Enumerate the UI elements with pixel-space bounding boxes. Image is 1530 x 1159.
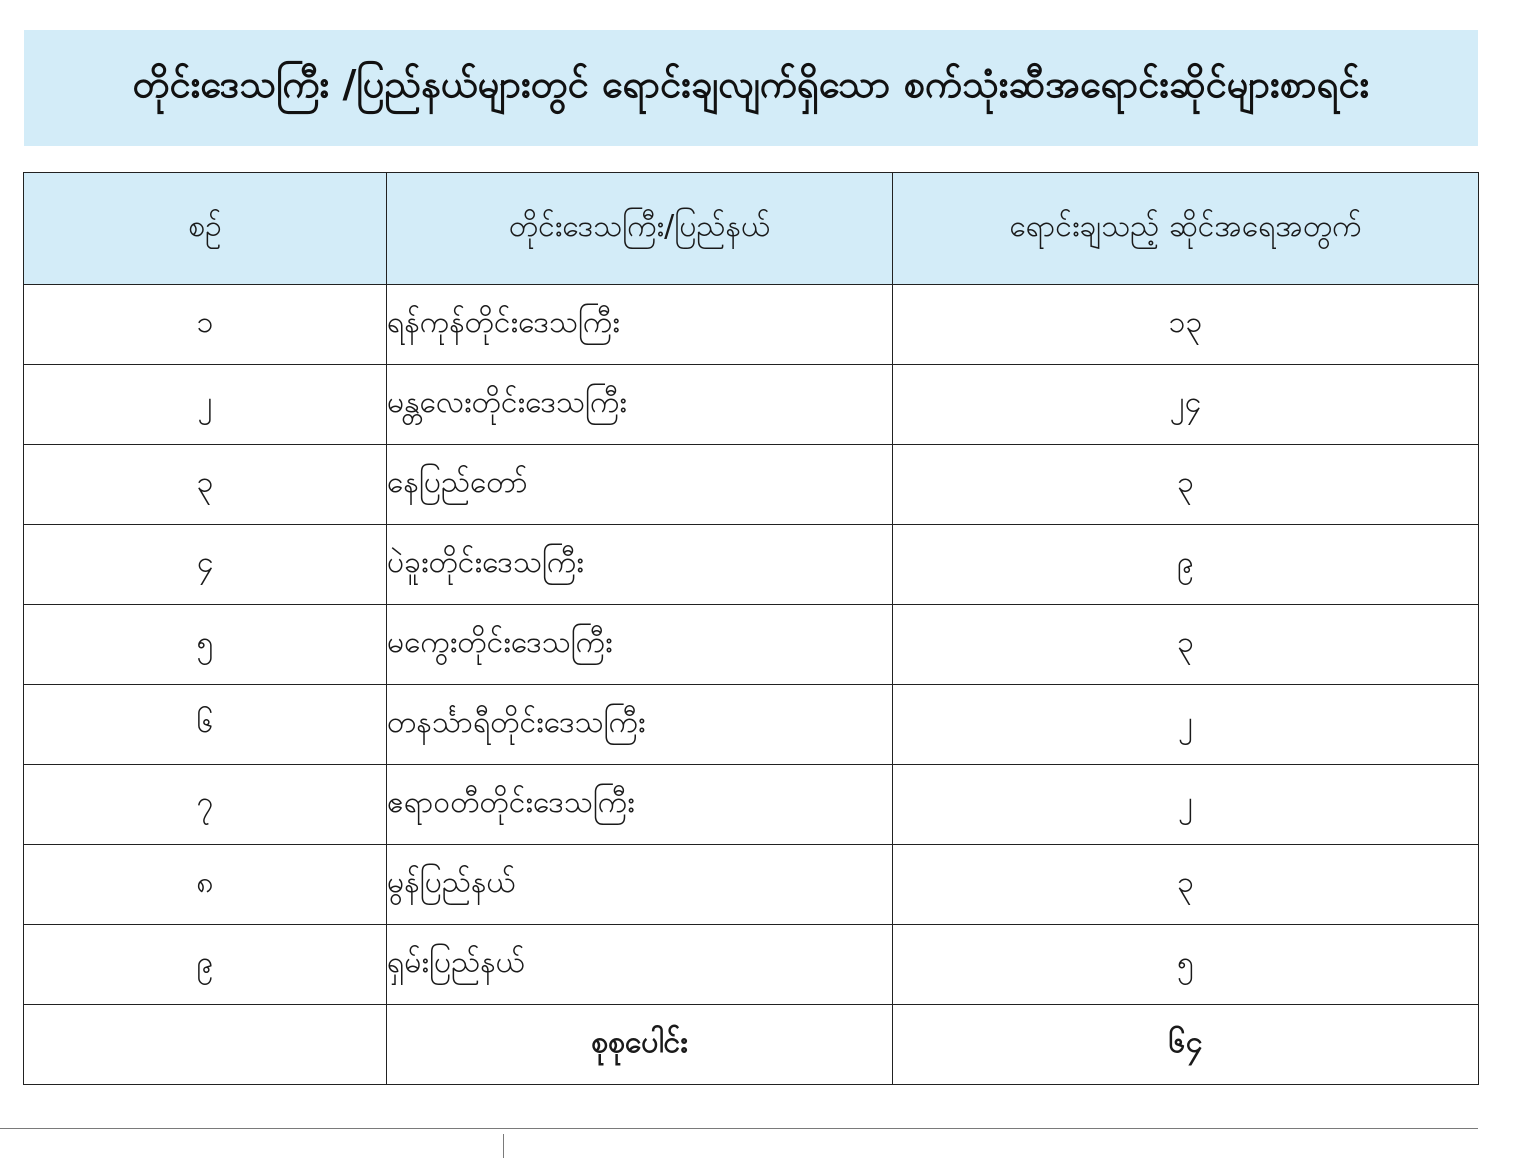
table-row	[24, 845, 1479, 925]
row-region: ဧရာဝတီတိုင်းဒေသကြီး	[387, 765, 893, 845]
header-station-count: ရောင်းချသည့် ဆိုင်အရေအတွက်	[893, 173, 1479, 285]
row-region: ရှမ်းပြည်နယ်	[387, 925, 893, 1005]
row-serial: ၁	[24, 285, 387, 365]
title-banner	[24, 30, 1478, 146]
fuel-station-table	[23, 172, 1479, 1085]
table-row	[24, 605, 1479, 685]
row-serial: ၅	[24, 605, 387, 685]
header-region: တိုင်းဒေသကြီး/ပြည်နယ်	[387, 173, 893, 285]
table-row	[24, 365, 1479, 445]
row-serial: ၇	[24, 765, 387, 845]
row-serial: ၃	[24, 445, 387, 525]
row-serial: ၂	[24, 365, 387, 445]
row-region: မန္တလေးတိုင်းဒေသကြီး	[387, 365, 893, 445]
total-label: စုစုပေါင်း	[387, 1005, 893, 1085]
row-serial: ၉	[24, 925, 387, 1005]
table-row	[24, 525, 1479, 605]
table-row	[24, 285, 1479, 365]
table-row	[24, 685, 1479, 765]
row-count: ၂	[893, 685, 1479, 765]
footer-column-tick	[503, 1134, 504, 1158]
row-region: ပဲခူးတိုင်းဒေသကြီး	[387, 525, 893, 605]
footer-divider	[0, 1128, 1478, 1129]
row-serial: ၈	[24, 845, 387, 925]
row-serial: ၄	[24, 525, 387, 605]
table-row	[24, 925, 1479, 1005]
row-region: မကွေးတိုင်းဒေသကြီး	[387, 605, 893, 685]
row-region: ရန်ကုန်တိုင်းဒေသကြီး	[387, 285, 893, 365]
table-header-row	[24, 173, 1479, 285]
total-count: ၆၄	[893, 1005, 1479, 1085]
row-region: တနင်္သာရီတိုင်းဒေသကြီး	[387, 685, 893, 765]
row-count: ၃	[893, 845, 1479, 925]
row-count: ၁၃	[893, 285, 1479, 365]
row-count: ၃	[893, 445, 1479, 525]
page-title: တိုင်းဒေသကြီး /ပြည်နယ်များတွင် ရောင်းချလျက်ရှိသော စက်သုံးဆီအရောင်းဆိုင်များစာရင်း	[132, 62, 1370, 106]
row-serial: ၆	[24, 685, 387, 765]
total-serial-empty	[24, 1005, 387, 1085]
table-row	[24, 445, 1479, 525]
row-count: ၃	[893, 605, 1479, 685]
row-count: ၉	[893, 525, 1479, 605]
header-serial: စဉ်	[24, 173, 387, 285]
table-total-row	[24, 1005, 1479, 1085]
table-row	[24, 765, 1479, 845]
row-region: နေပြည်တော်	[387, 445, 893, 525]
row-region: မွန်ပြည်နယ်	[387, 845, 893, 925]
row-count: ၅	[893, 925, 1479, 1005]
row-count: ၂၄	[893, 365, 1479, 445]
row-count: ၂	[893, 765, 1479, 845]
